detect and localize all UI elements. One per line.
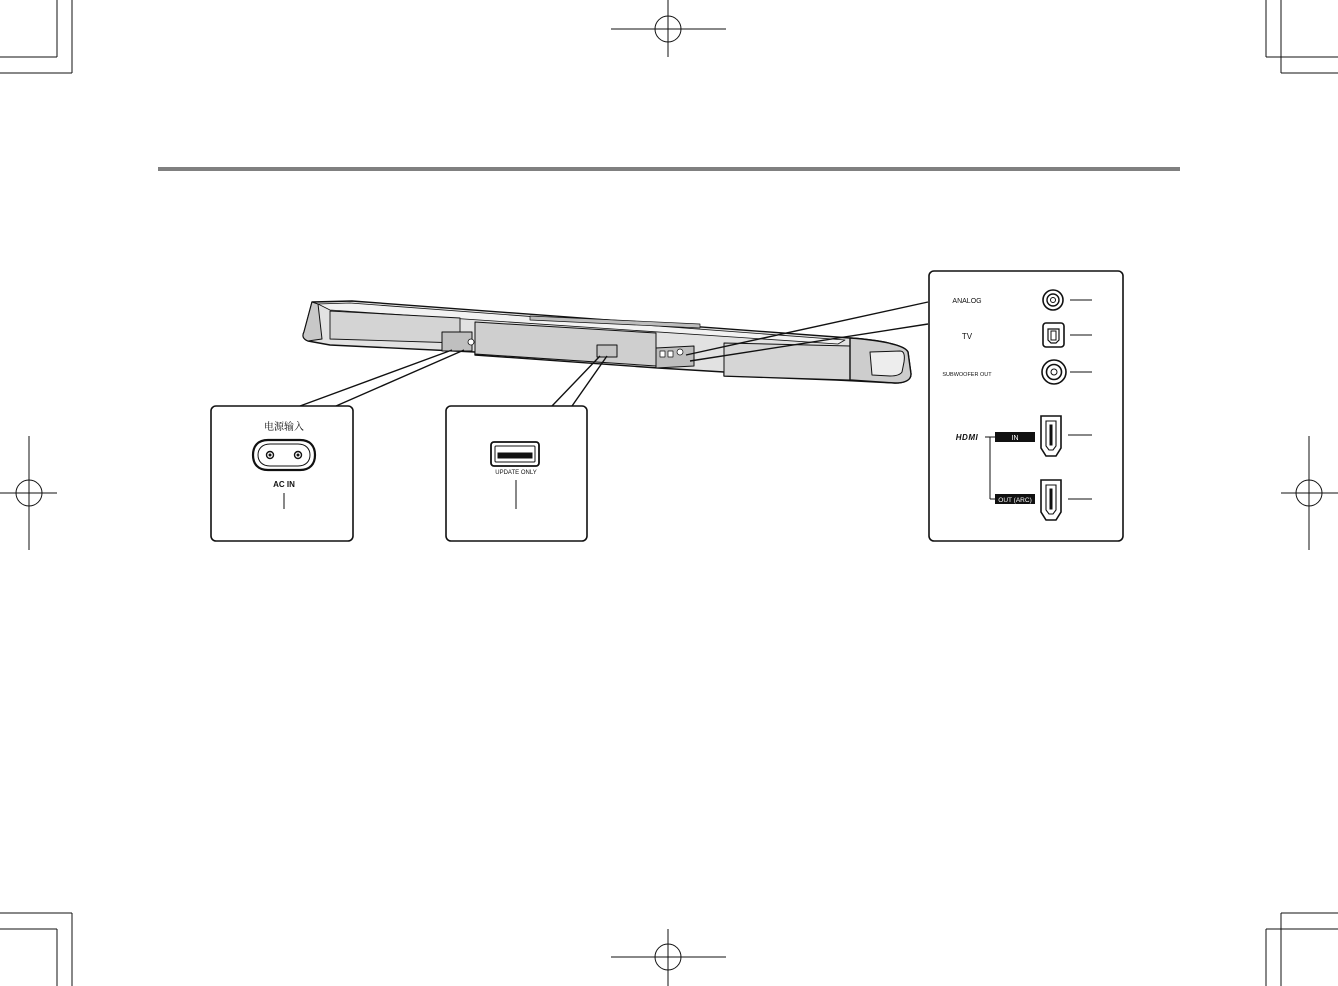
- usb-update-label: UPDATE ONLY: [495, 470, 537, 476]
- hdmi-out-label: OUT (ARC): [998, 497, 1032, 504]
- tv-label: TV: [961, 332, 973, 341]
- registration-mark-left: [0, 436, 57, 550]
- registration-mark-right: [1281, 436, 1338, 550]
- header-rule: [158, 167, 1180, 171]
- subwoofer-out-label: SUBWOOFER OUT: [942, 372, 992, 378]
- usb-port-icon: [491, 442, 539, 466]
- registration-mark-bottom: [611, 929, 726, 986]
- ac-in-label: AC IN: [273, 480, 295, 489]
- ac-in-chinese-label: 电源输入: [264, 422, 304, 433]
- hdmi-in-label: IN: [1011, 435, 1019, 442]
- usb-update-panel: [446, 406, 587, 541]
- hdmi-logo: HDMI: [955, 433, 979, 442]
- analog-label: ANALOG: [952, 298, 982, 305]
- registration-mark-top: [611, 0, 726, 57]
- ac-in-panel: [211, 406, 353, 541]
- io-panel: [929, 271, 1123, 541]
